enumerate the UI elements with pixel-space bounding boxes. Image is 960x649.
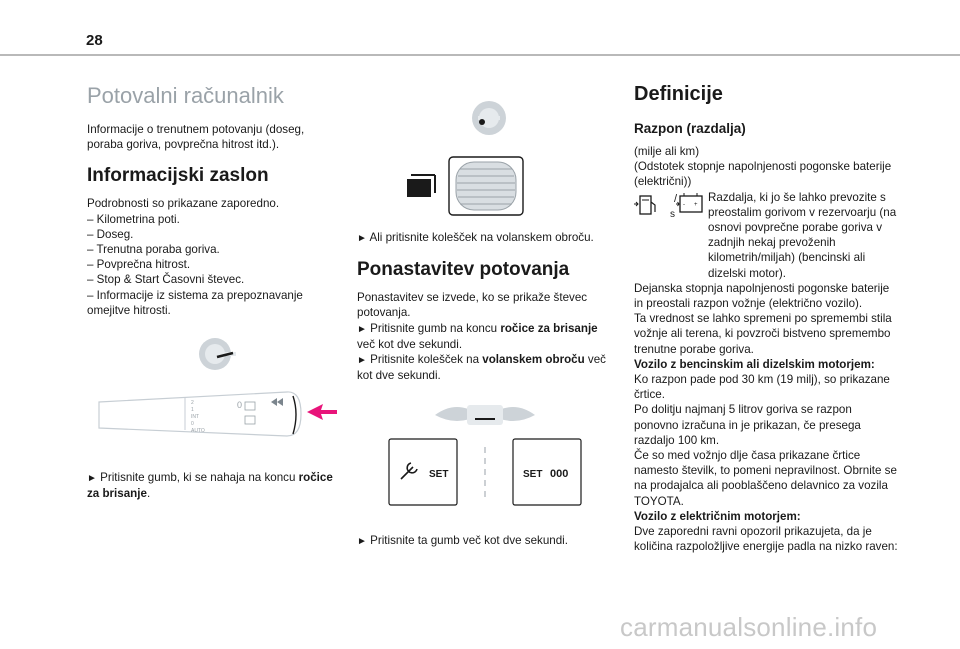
press-arrow-icon [307,404,337,420]
set-button-left [389,439,457,505]
definition-paragraph: Ko razpon pade pod 30 km (19 milj), so prikazane črtice. [634,373,890,402]
svg-text:2: 2 [191,400,194,407]
list-item: – Kilometrina poti. [87,212,180,226]
range-heading: Razpon (razdalja) [634,121,746,136]
svg-text:/: / [674,192,678,205]
list-item: – Povprečna hitrost. [87,258,191,272]
svg-text:000: 000 [550,468,569,481]
wheel-instruction: ► Ali pritisnite kolešček na volanskem obroču. [357,231,594,244]
set-display-figure [357,389,607,529]
screen-intro: Podrobnosti so prikazane zaporedno. [87,197,280,211]
page-number: 28 [86,32,103,49]
reset-heading: Ponastavitev potovanja [357,259,570,281]
range-icon-row [634,190,899,281]
steering-wheel-icon [199,338,236,370]
definition-paragraph: Če so med vožnjo dlje časa prikazane črtice namesto številk, to pomeni nepravilnost. Obrnite se na prodajalca ali pooblaščeno delavnico za vozila TOYOTA. [634,449,897,508]
svg-text:-: - [683,201,685,208]
list-item: – Trenutna poraba goriva. [87,243,220,257]
fuel-pump-icon [634,196,655,214]
thumbwheel-illustration [357,82,607,222]
column-left [87,82,343,501]
list-item: – Doseg. [87,227,134,241]
svg-text:0: 0 [191,421,194,428]
svg-text:1: 1 [191,407,194,414]
steering-wheel-icon [472,101,506,135]
stalk-instruction: ► Pritisnite gumb, ki se nahaja na koncu ročice za brisanje. [87,471,333,501]
reset-step-2: ► Pritisnite kolešček na volanskem obroču več kot dve sekundi. [357,353,606,383]
instrument-cluster-icon [435,405,535,425]
svg-text:+: + [694,201,698,208]
column-right [634,82,899,554]
battery-icon [676,193,702,212]
svg-text:SET: SET [429,469,449,481]
reset-intro: Ponastavitev se izvede, ko se prikaže števec potovanja. [357,291,588,320]
range-units: (milje ali km) [634,145,700,158]
range-icons [634,190,704,222]
header-rule [0,54,960,56]
set-display-illustration [357,389,607,529]
definition-paragraph: Dve zaporedni ravni opozoril prikazujeta, da je količina razpoložljive energije padla na nizko raven: [634,525,898,554]
column-middle [357,82,607,550]
definition-paragraph: Ta vrednost se lahko spremeni po spremembi stila vožnje ali terena, ki povzroči bistveno spremembo trenutne porabe goriva. [634,312,892,356]
set-display-right [513,439,581,505]
svg-text:0: 0 [237,400,243,411]
thumbwheel-icon [449,157,523,215]
electric-heading: Vozilo z električnim motorjem: [634,509,801,523]
wiper-stalk-figure [87,324,343,464]
watermark: carmanualsonline.info [620,612,878,642]
list-item: – Stop & Start Časovni števec. [87,273,245,287]
svg-text:SET: SET [523,469,543,481]
definition-paragraph: Po dolitju najmanj 5 litrov goriva se razpon ponovno izračuna in je prikazan, če presega razdaljo 100 km. [634,403,861,447]
range-units-electric: (Odstotek stopnje napolnjenosti pogonske baterije (električni)) [634,160,892,189]
wiper-stalk-icon [99,392,301,436]
wiper-stalk-illustration [87,324,343,464]
svg-text:s: s [670,208,675,220]
reset-step-1: ► Pritisnite gumb na koncu ročice za brisanje več kot dve sekundi. [357,321,598,351]
range-description: Razdalja, ki jo še lahko prevozite s preostalim gorivom v rezervoarju (na osnovi povprečne porabe goriva v zadnjih nekaj prevoženih kilometrih/miljah) (bencinski ali dizelski motor). [708,190,897,280]
screen-heading: Informacijski zaslon [87,165,269,187]
definitions-title: Definicije [634,83,723,105]
display-button-icon [407,175,435,197]
list-item: – Informacije iz sistema za prepoznavanje omejitve hitrosti. [87,288,303,317]
svg-text:AUTO: AUTO [191,428,205,435]
thumbwheel-figure [357,82,607,222]
svg-text:INT: INT [191,414,200,421]
section-title: Potovalni računalnik [87,83,284,108]
definition-paragraph: Dejanska stopnja napolnjenosti pogonske baterije in preostali razpon vožnje (električno vozilo). [634,281,890,311]
final-instruction: ► Pritisnite ta gumb več kot dve sekundi. [357,534,568,548]
intro-text: Informacije o trenutnem potovanju (doseg, poraba goriva, povprečna hitrost itd.). [87,123,305,152]
petrol-heading: Vozilo z bencinskim ali dizelskim motorjem: [634,357,875,371]
